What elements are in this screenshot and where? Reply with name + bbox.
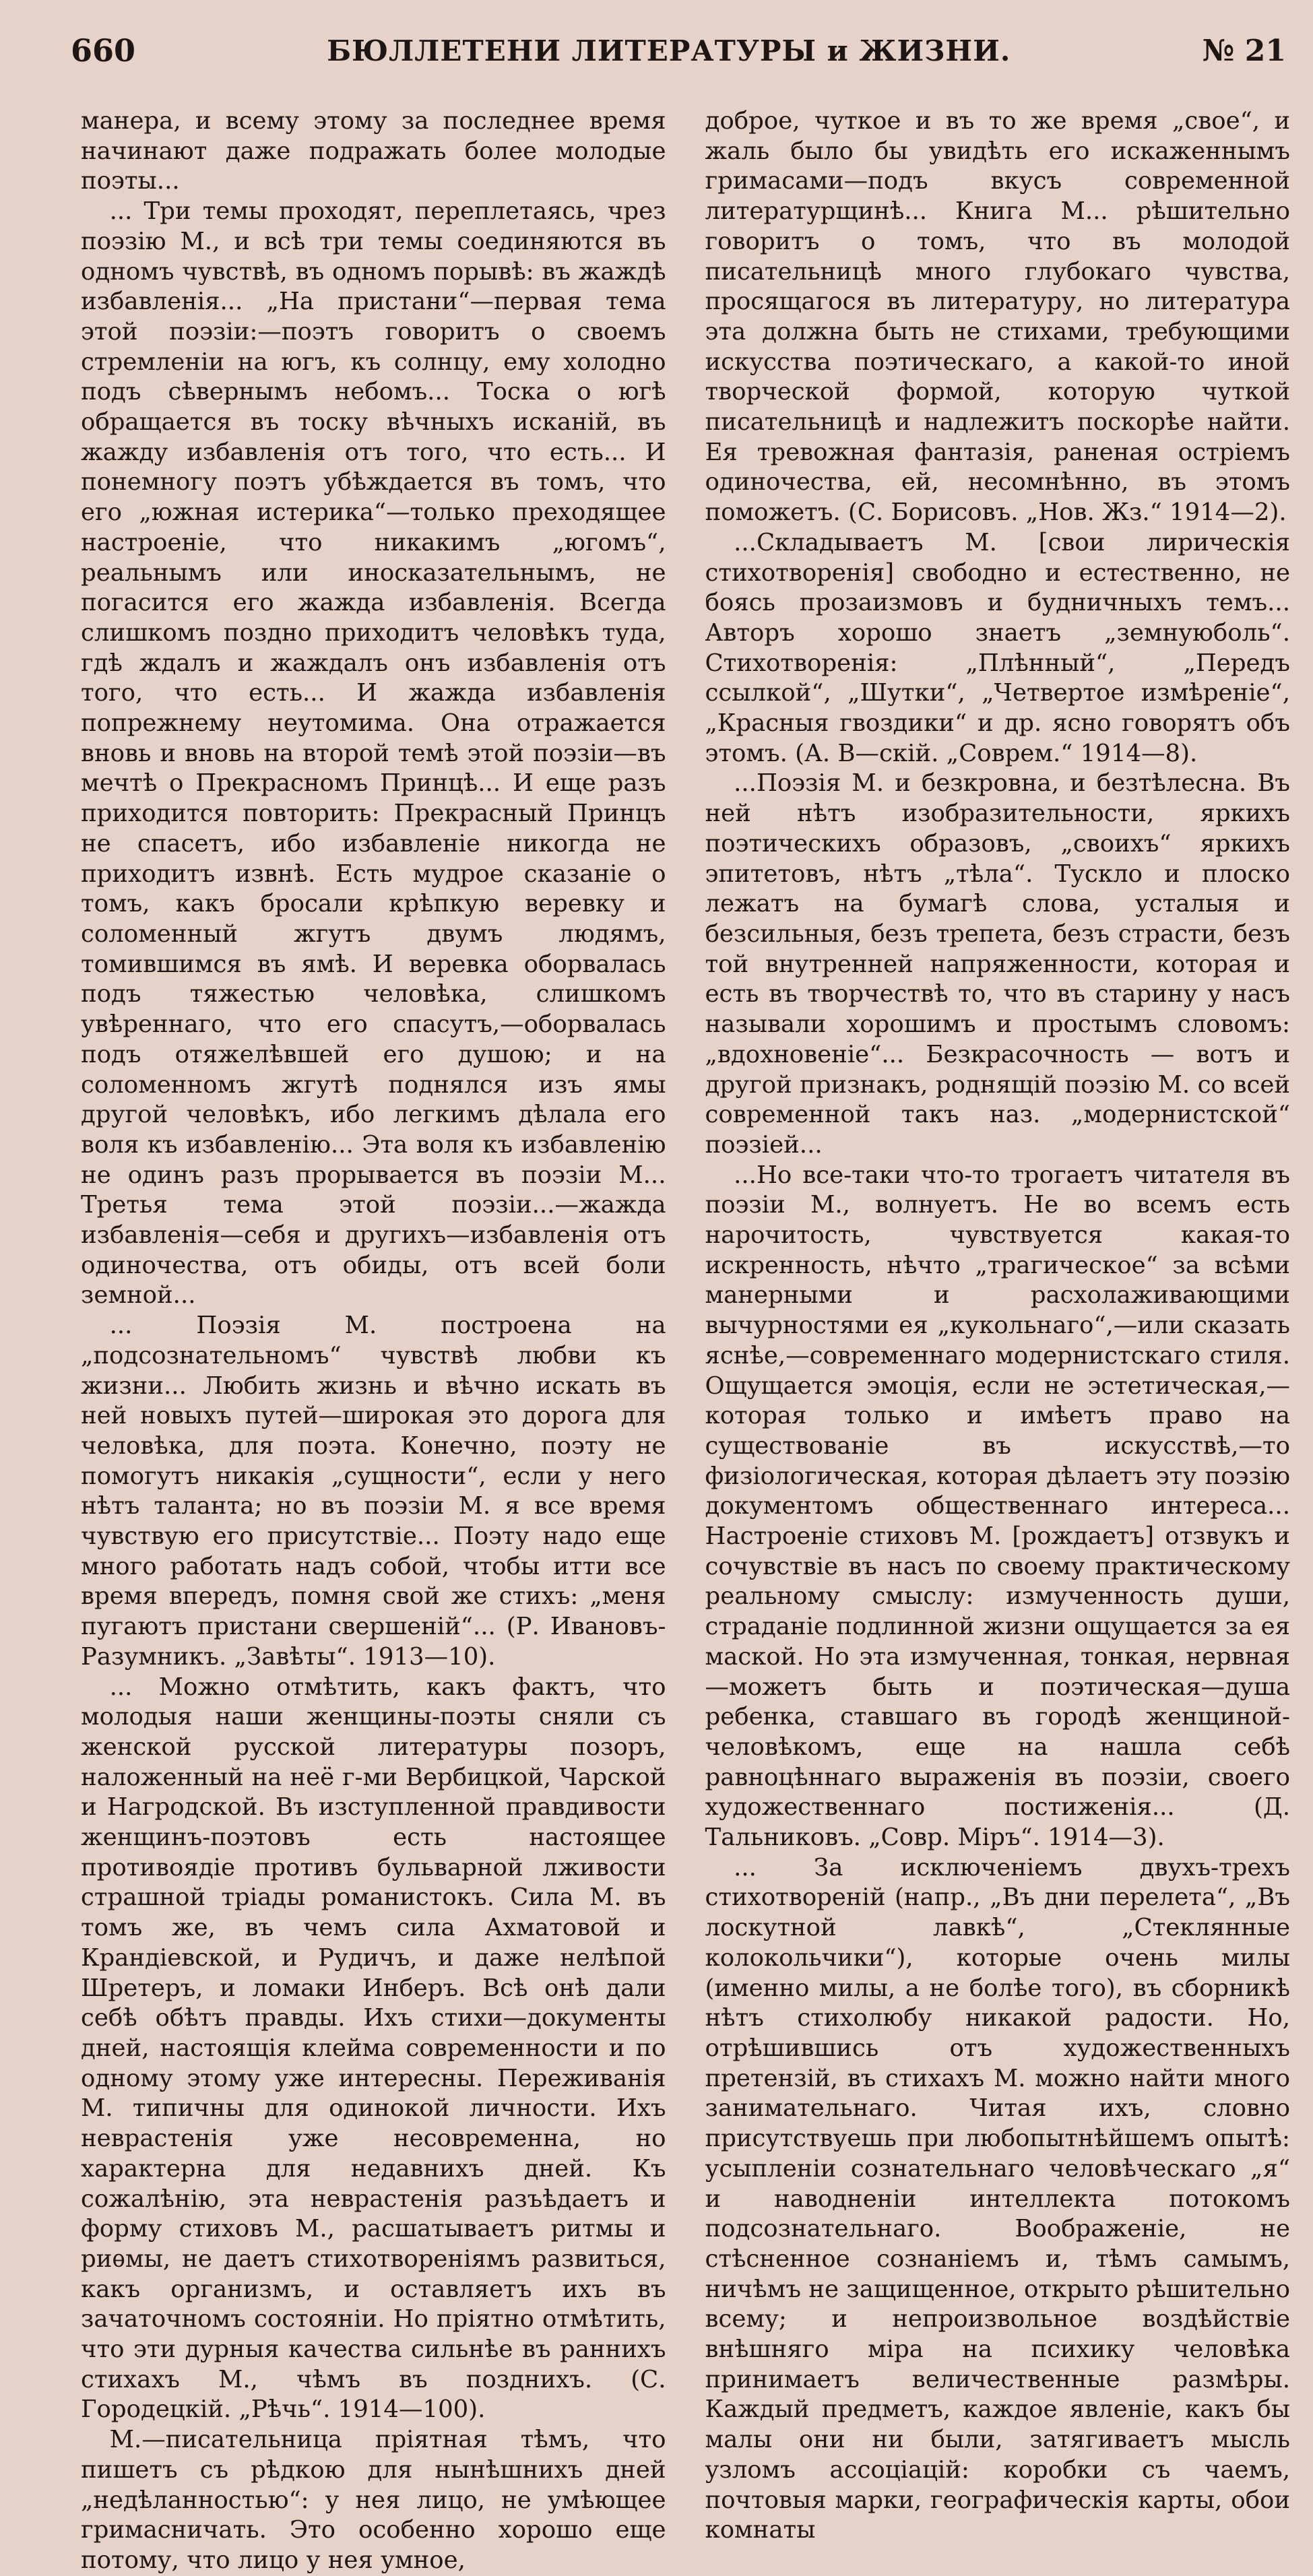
paragraph: ...Поэзія М. и безкровна, и безтѣлесна. Въ ней нѣтъ изобразительности, яркихъ поэтическихъ образовъ, „своихъ“ яркихъ эпитетовъ, нѣтъ „тѣла“. Тускло и плоско лежатъ на бумагѣ слова, усталыя и безсильныя, безъ трепета, безъ страсти, безъ той внутренней напряженности, которая и есть въ творчествѣ то, что въ старину у насъ называли хорошимъ и простымъ словомъ: „вдохновеніе“... Безкрасочность — вотъ и другой признакъ, роднящій поэзію М. со всей современной такъ наз. „модернистской“ поэзіей... [705, 769, 1290, 1159]
right-column [705, 106, 1291, 2544]
paragraph: ...Но все-таки что-то трогаетъ читателя въ поэзіи М., волнуетъ. Не во всемъ есть нарочитость, чувствуется какая-то искренность, нѣчто „трагическое“ за всѣми манерными и расхолаживающими вычурностями ея „кукольнаго“,—или сказать яснѣе,—современнаго модернистскаго стиля. Ощущается эмоція, если не эстетическая,—которая только и имѣетъ право на существованіе въ искусствѣ,—то физіологическая, которая дѣлаетъ эту поэзію документомъ общественнаго интереса... Настроеніе стиховъ М. [рождаетъ] отзвукъ и сочувствіе въ насъ по своему практическому реальному смыслу: измученность души, страданіе подлинной жизни ощущается за ея маской. Но эта измученная, тонкая, нервная—можетъ быть и поэтическая—душа ребенка, ставшаго въ городѣ женщиной-человѣкомъ, еще на нашла себѣ равноцѣннаго выраженія въ поэзіи, своего художественнаго постиженія... (Д. Тальниковъ. „Совр. Міръ“. 1914—3). [705, 1161, 1290, 1852]
paragraph: доброе, чуткое и въ то же время „свое“, и жаль было бы увидѣть его искаженнымъ гримасами—подъ вкусъ современной литературщинѣ... Книга М... рѣшительно говоритъ о томъ, что въ молодой писательницѣ много глубокаго чувства, просящагося въ литературу, но литература эта должна быть не стихами, требующими искусства поэтическаго, а какой-то иной творческой формой, которую чуткой писательницѣ и надлежитъ поскорѣе найти. Ея тревожная фантазія, раненая остріемъ одиночества, ей, несомнѣнно, въ этомъ поможетъ. (С. Борисовъ. „Нов. Жз.“ 1914—2). [705, 107, 1290, 527]
issue-number: № 21 [1202, 33, 1286, 68]
paragraph: ... Поэзія М. построена на „подсознательномъ“ чувствѣ любви къ жизни... Любить жизнь и вѣчно искать въ ней новыхъ путей—широкая это дорога для человѣка, для поэта. Конечно, поэту не помогутъ никакія „сущности“, если у него нѣтъ таланта; но въ поэзіи М. я все время чувствую его присутствіе... Поэту надо еще много работать надъ собой, чтобы итти все время впередъ, помня свой же стихъ: „меня пугаютъ пристани свершеній“... (Р. Ивановъ-Разумникъ. „Завѣты“. 1913—10). [81, 1312, 666, 1671]
left-column [81, 106, 666, 2574]
page-number: 660 [71, 32, 136, 69]
paragraph: ... Можно отмѣтить, какъ фактъ, что молодыя наши женщины-поэты сняли съ женской русской литературы позоръ, наложенный на неё г-ми Вербицкой, Чарской и Нагродской. Въ изступленной правдивости женщинъ-поэтовъ есть настоящее противоядіе противъ бульварной лживости страшной тріады романистокъ. Сила М. въ томъ же, въ чемъ сила Ахматовой и Крандіевской, и Рудичъ, и даже нелѣпой Шретеръ, и ломаки Инберъ. Всѣ онѣ дали себѣ обѣтъ правды. Ихъ стихи—документы дней, настоящія клейма современности и по одному этому уже интересны. Переживанія М. типичны для одинокой личности. Ихъ неврастенія уже несовременна, но характерна для недавнихъ дней. Къ сожалѣнію, эта неврастенія разъѣдаетъ и форму стиховъ М., расшатываетъ ритмы и риѳмы, не даетъ стихотвореніямъ развиться, какъ организмъ, и оставляетъ ихъ въ зачаточномъ состояніи. Но пріятно отмѣтить, что эти дурныя качества сильнѣе въ раннихъ стихахъ М., чѣмъ въ позднихъ. (С. Городецкій. „Рѣчь“. 1914—100). [81, 1673, 666, 2424]
paragraph: ...Складываетъ М. [свои лирическія стихотворенія] свободно и естественно, не боясь прозаизмовъ и будничныхъ темъ... Авторъ хорошо знаетъ „земнуюболь“. Стихотворенія: „Плѣнный“, „Передъ ссылкой“, „Шутки“, „Четвертое измѣреніе“, „Красныя гвоздики“ и др. ясно говорятъ объ этомъ. (А. В—скій. „Соврем.“ 1914—8). [705, 528, 1290, 767]
text-columns [81, 106, 1290, 2574]
paragraph: М.—писательница пріятная тѣмъ, что пишетъ съ рѣдкою для нынѣшнихъ дней „недѣланностью“: у нея лицо, не умѣющее гримасничать. Это особенно хорошо еще потому, что лицо у нея умное, [81, 2426, 666, 2574]
page-header [71, 27, 1286, 74]
paragraph: манера, и всему этому за последнее время начинают даже подражать более молодые поэты... [81, 107, 666, 195]
running-title: БЮЛЛЕТЕНИ ЛИТЕРАТУРЫ и ЖИЗНИ. [327, 34, 1011, 67]
paragraph: ... Три темы проходят, переплетаясь, чрез поэзію М., и всѣ три темы соединяются въ одномъ чувствѣ, въ одномъ порывѣ: въ жаждѣ избавленія... „На пристани“—первая тема этой поэзіи:—поэтъ говоритъ о своемъ стремленіи на югъ, къ солнцу, ему холодно подъ сѣвернымъ небомъ... Тоска о югѣ обращается въ тоску вѣчныхъ исканій, въ жажду избавленія отъ того, что есть... И понемногу поэтъ убѣждается въ томъ, что его „южная истерика“—только преходящее настроеніе, что никакимъ „югомъ“, реальнымъ или иносказательнымъ, не погасится его жажда избавленія. Всегда слишкомъ поздно приходитъ человѣкъ туда, гдѣ ждалъ и жаждалъ онъ избавленія отъ того, что есть... И жажда избавленія попрежнему неутомима. Она отражается вновь и вновь на второй темѣ этой поэзіи—въ мечтѣ о Прекрасномъ Принцѣ... И еще разъ приходится повторить: Прекрасный Принцъ не спасетъ, ибо избавленіе никогда не приходитъ извнѣ. Есть мудрое сказаніе о томъ, какъ бросали крѣпкую веревку и соломенный жгутъ двумъ людямъ, томившимся въ ямѣ. И веревка оборвалась подъ тяжестью человѣка, слишкомъ увѣреннаго, что его спасутъ,—оборвалась подъ отяжелѣвшей его душою; и на соломенномъ жгутѣ поднялся изъ ямы другой человѣкъ, ибо легкимъ дѣлала его воля къ избавленію... Эта воля къ избавленію не одинъ разъ прорывается въ поэзіи М... Третья тема этой поэзіи...—жажда избавленія—себя и другихъ—избавленія отъ одиночества, отъ обиды, отъ всей боли земной... [81, 197, 666, 1310]
paragraph: ... За исключеніемъ двухъ-трехъ стихотвореній (напр., „Въ дни перелета“, „Въ лоскутной лавкѣ“, „Стеклянные колокольчики“), которые очень милы (именно милы, а не болѣе того), въ сборникѣ нѣтъ стихолюбу никакой радости. Но, отрѣшившись отъ художественныхъ претензій, въ стихахъ М. можно найти много занимательнаго. Читая ихъ, словно присутствуешь при любопытнѣйшемъ опытѣ: усыпленіи сознательнаго человѣческаго „я“ и наводненіи интеллекта потокомъ подсознательнаго. Воображеніе, не стѣсненное сознаніемъ и, тѣмъ самымъ, ничѣмъ не защищенное, открыто рѣшительно всему; и непроизвольное воздѣйствіе внѣшняго міра на психику человѣка принимаетъ величественные размѣры. Каждый предметъ, каждое явленіе, какъ бы малы они ни были, затягиваетъ мысль узломъ ассоціацій: коробки съ чаемъ, почтовыя марки, географическія карты, обои комнаты [705, 1853, 1290, 2544]
